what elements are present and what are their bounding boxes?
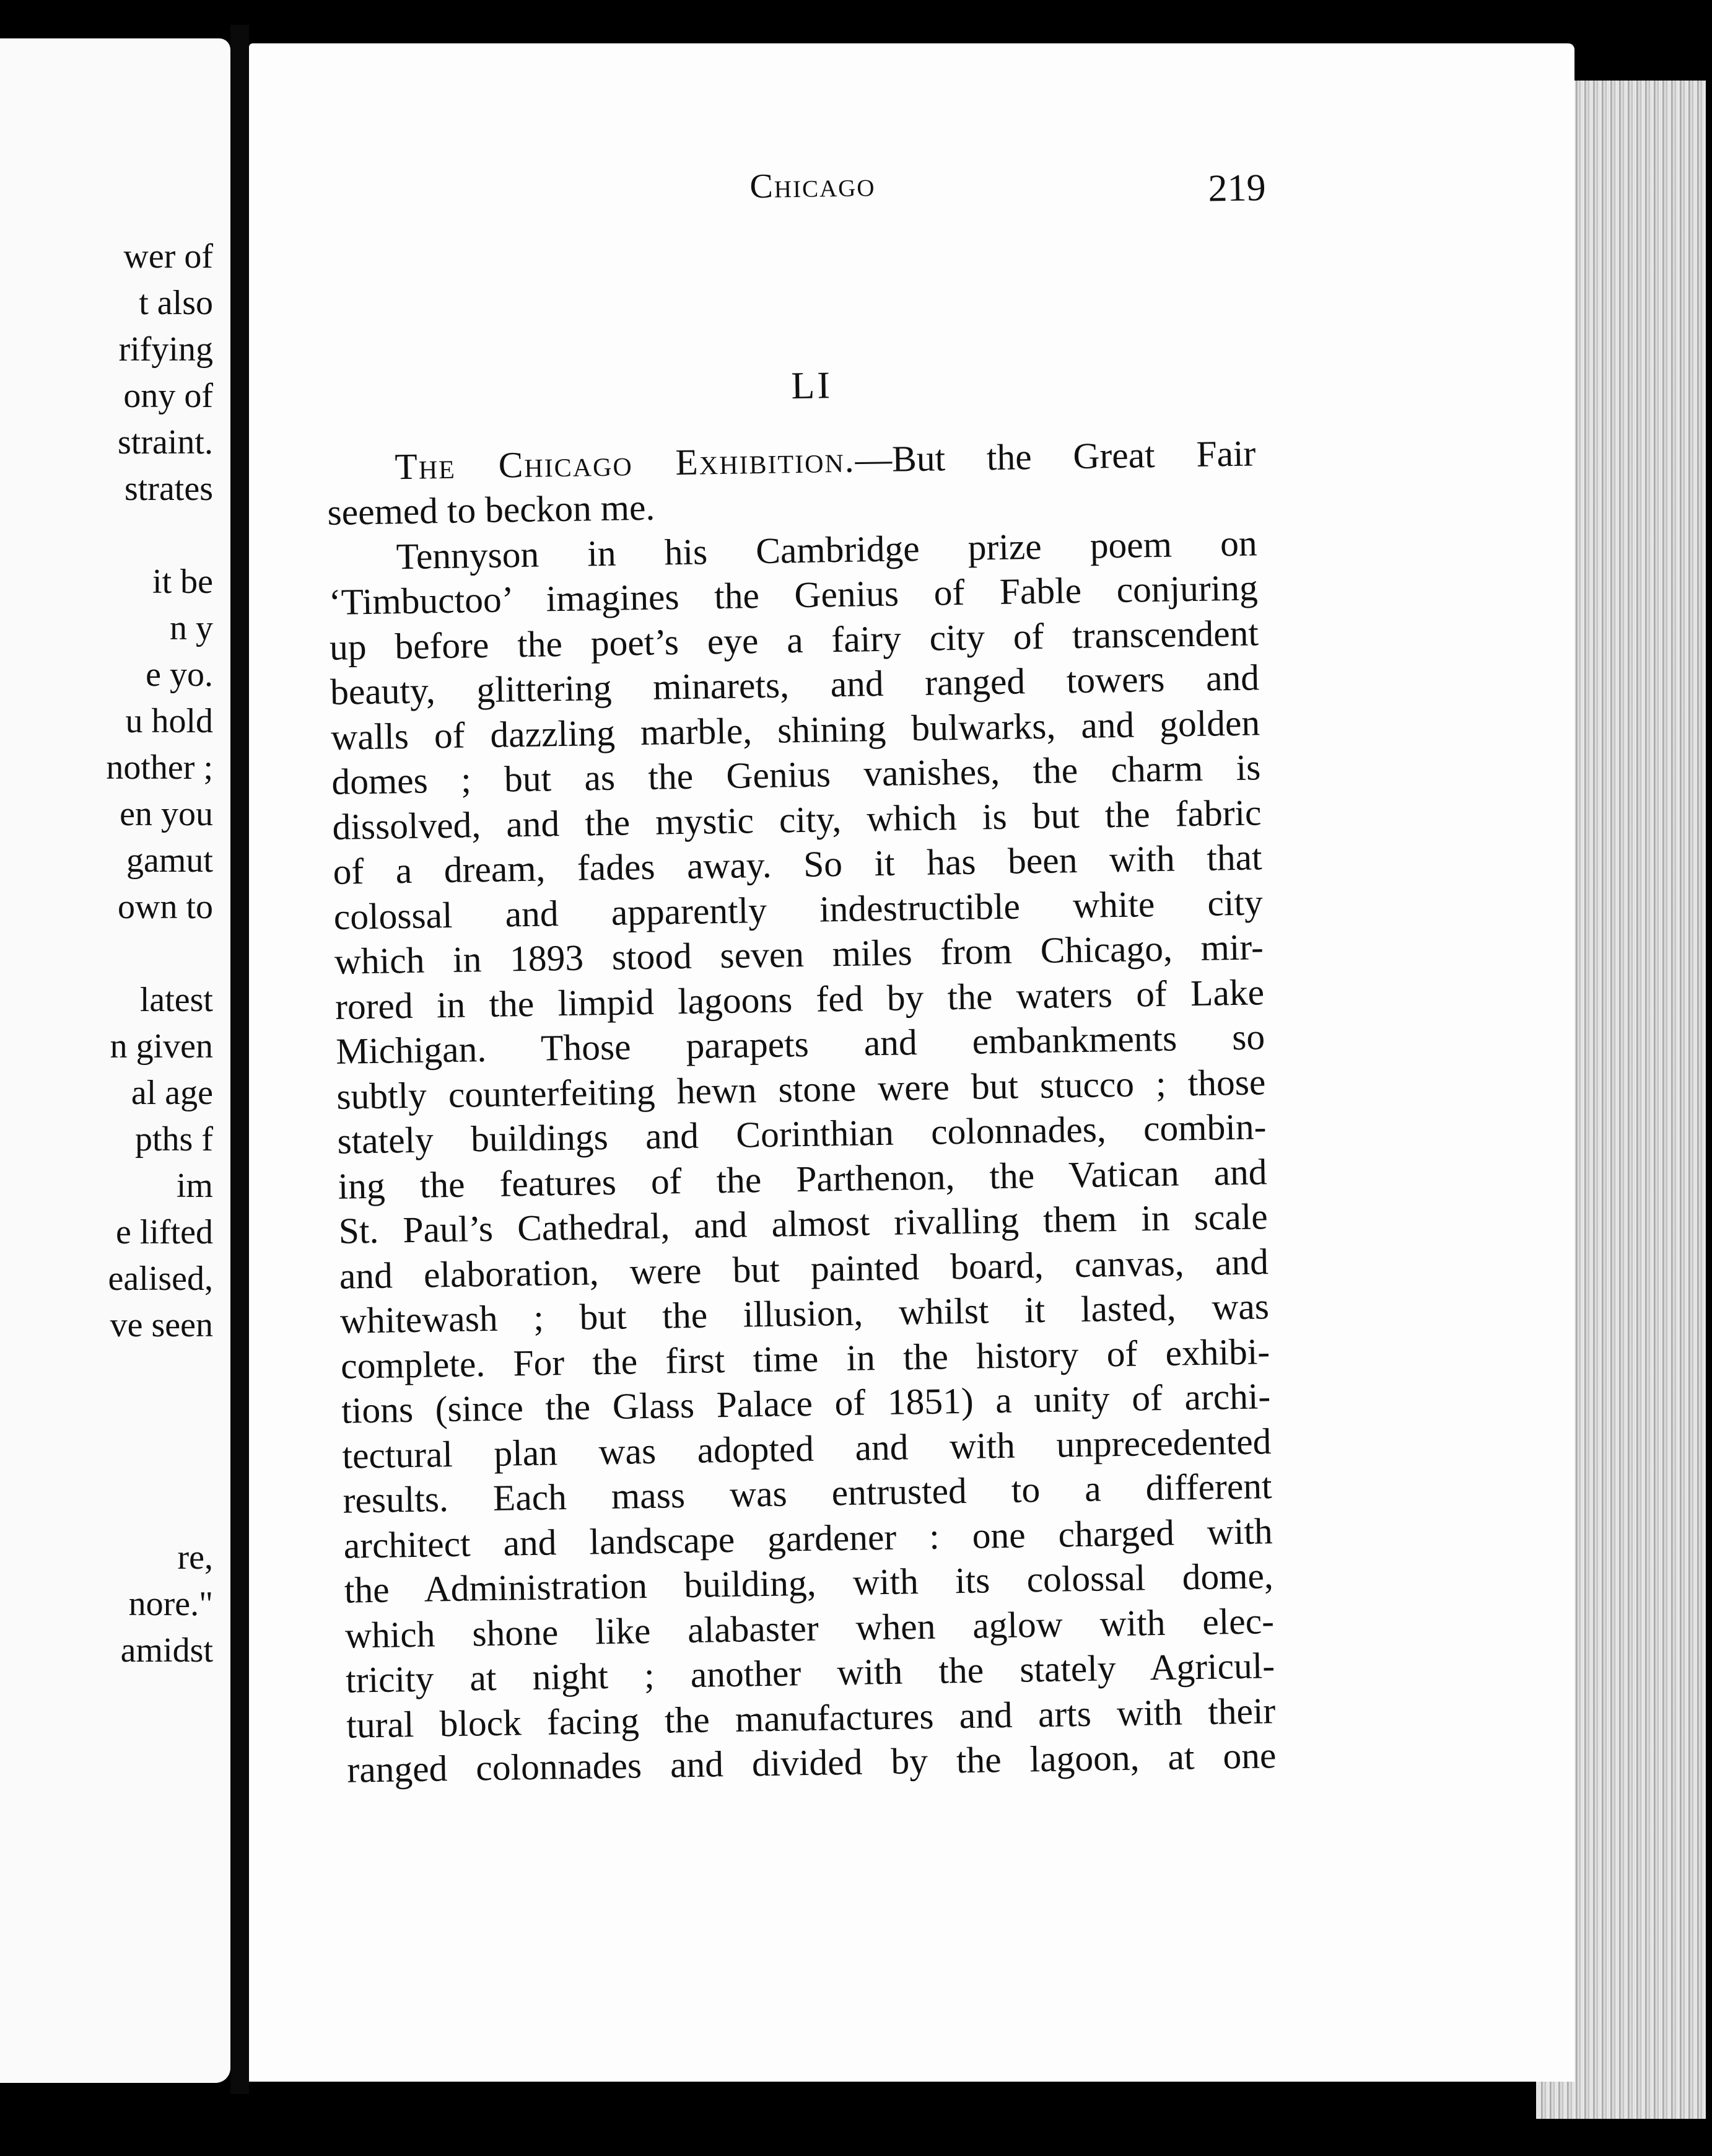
body-line: dissolved, and the mystic city, which is but the fabric <box>332 791 1262 848</box>
section-number: LI <box>790 364 833 408</box>
body-line: domes ; but as the Genius vanishes, the charm is <box>331 747 1261 802</box>
section-title: The Chicago Exhibition. <box>394 439 856 488</box>
left-page-line: n y <box>170 609 213 647</box>
body-line: tricity at night ; another with the stately Agricul- <box>345 1645 1275 1701</box>
body-line: and elaboration, were but painted board, canvas, and <box>339 1240 1269 1297</box>
left-page-line: n given <box>110 1027 213 1066</box>
body-line: seemed to beckon me. <box>327 486 655 533</box>
left-page-line: own to <box>118 888 213 926</box>
left-page-line: e lifted <box>115 1213 213 1251</box>
body-line: results. Each mass was entrusted to a different <box>343 1465 1272 1521</box>
body-line: colossal and apparently indestructible white city <box>333 881 1264 937</box>
body-line: which in 1893 stood seven miles from Chicago, mir- <box>334 926 1264 982</box>
left-page-line: ony of <box>123 377 213 415</box>
section-title-rest: —But the Great Fair <box>855 432 1256 480</box>
body-line: tectural plan was adopted and with unprecedented <box>341 1420 1272 1476</box>
body-line: architect and landscape gardener : one charged with <box>343 1510 1273 1566</box>
left-page-line: gamut <box>126 841 213 880</box>
left-page-line: latest <box>139 981 213 1019</box>
left-page-line: nore." <box>128 1585 213 1623</box>
left-page-line: ve seen <box>110 1306 213 1344</box>
body-line: ranged colonnades and divided by the lagoon, at one <box>346 1735 1277 1790</box>
body-line: tions (since the Glass Palace of 1851) a unity of archi- <box>341 1375 1271 1431</box>
body-line: stately buildings and Corinthian colonnades, combin- <box>337 1106 1267 1162</box>
left-page-line: ealised, <box>108 1260 213 1298</box>
left-page-line: wer of <box>123 237 213 276</box>
book-gutter <box>230 25 249 2094</box>
body-line: Tennyson in his Cambridge prize poem on <box>396 522 1258 577</box>
left-page-line: it be <box>152 563 213 601</box>
left-page-line: im <box>176 1167 213 1205</box>
left-page-line: al age <box>131 1074 213 1112</box>
body-line: tural block facing the manufactures and arts with their <box>346 1689 1276 1746</box>
running-head: Chicago <box>749 165 876 206</box>
body-line: up before the poet’s eye a fairy city of transcendent <box>329 611 1259 668</box>
left-page-line: nother ; <box>106 748 213 787</box>
body-line: ing the features of the Parthenon, the Vatican and <box>338 1150 1268 1207</box>
page-number: 219 <box>1208 167 1267 210</box>
left-page-line: rifying <box>118 330 213 369</box>
left-page-line: u hold <box>125 702 213 740</box>
left-page-line: e yo. <box>146 655 213 694</box>
body-line: whitewash ; but the illusion, whilst it lasted, was <box>339 1286 1270 1341</box>
left-page-line: t also <box>139 284 213 322</box>
body-line: complete. For the first time in the history of exhibi- <box>340 1330 1270 1387</box>
body-line: St. Paul’s Cathedral, and almost rivalling them in scale <box>338 1196 1269 1251</box>
body-line: ‘Timbuctoo’ imagines the Genius of Fable conjuring <box>328 567 1259 623</box>
body-line: which shone like alabaster when aglow with elec- <box>344 1600 1275 1656</box>
body-line: walls of dazzling marble, shining bulwarks, and golden <box>330 701 1260 758</box>
body-line: the Administration building, with its colossal dome, <box>344 1555 1274 1611</box>
left-page-line: straint. <box>118 423 213 462</box>
left-page-line: strates <box>124 470 213 508</box>
left-page-line: re, <box>177 1538 213 1577</box>
body-line: Michigan. Those parapets and embankments so <box>335 1016 1265 1072</box>
left-page-line: en you <box>120 795 213 833</box>
body-line: of a dream, fades away. So it has been with that <box>333 836 1263 892</box>
body-line: rored in the limpid lagoons fed by the waters of Lake <box>334 971 1265 1027</box>
left-facing-page <box>0 38 230 2083</box>
body-line: beauty, glittering minarets, and ranged towers and <box>330 657 1260 712</box>
left-page-line: pths f <box>135 1120 213 1159</box>
body-line: subtly counterfeiting hewn stone were but stucco ; those <box>336 1061 1266 1117</box>
left-page-line: amidst <box>120 1631 213 1670</box>
